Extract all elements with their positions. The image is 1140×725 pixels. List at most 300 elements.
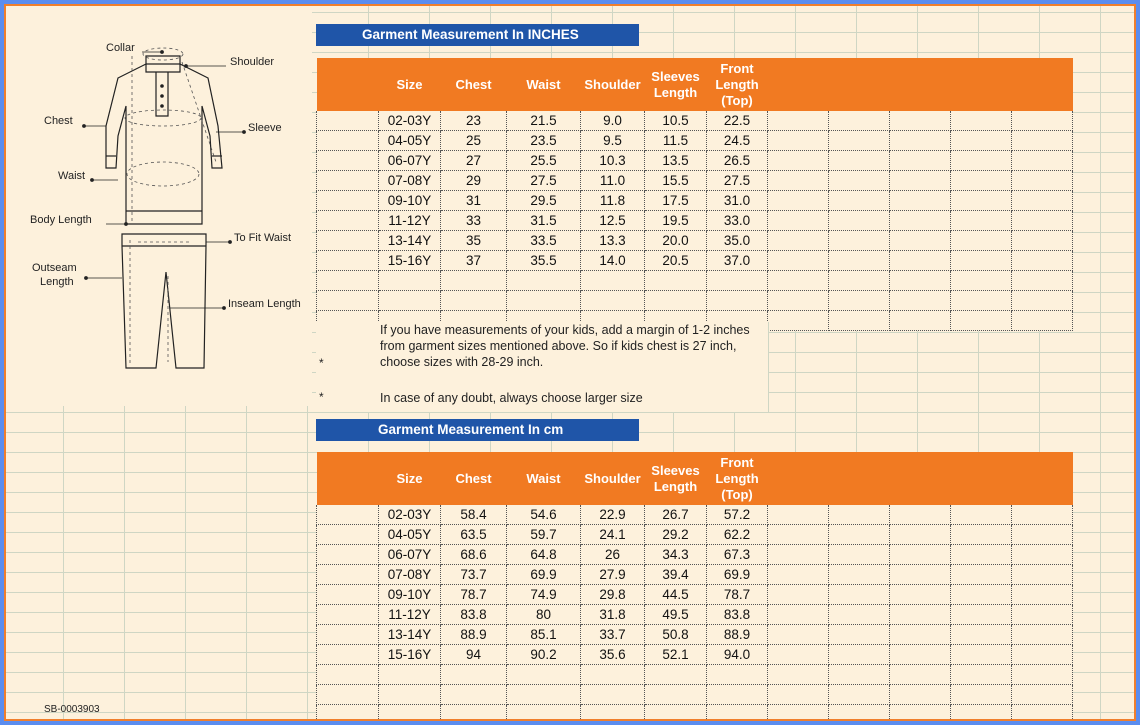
label-collar: Collar	[106, 42, 135, 54]
table-cell: 59.7	[507, 525, 581, 545]
empty-cell	[829, 565, 890, 585]
table-cell	[379, 665, 441, 685]
table-cell: 94	[441, 645, 507, 665]
empty-cell	[951, 291, 1012, 311]
row-spacer-cell	[317, 705, 379, 722]
empty-cell	[951, 131, 1012, 151]
table-cell: 15-16Y	[379, 645, 441, 665]
row-spacer-cell	[317, 151, 379, 171]
label-inseam-length: Inseam Length	[228, 298, 301, 310]
table-cell: 9.0	[581, 111, 645, 131]
table-cell: 13-14Y	[379, 231, 441, 251]
table-cell	[441, 705, 507, 722]
column-header: Shoulder	[581, 452, 645, 505]
table-cell: 50.8	[645, 625, 707, 645]
table-cell: 23	[441, 111, 507, 131]
table-cell: 10.3	[581, 151, 645, 171]
table-cell	[441, 665, 507, 685]
table-cell: 11.5	[645, 131, 707, 151]
row-spacer-cell	[317, 111, 379, 131]
empty-cell	[951, 271, 1012, 291]
empty-cell	[768, 131, 829, 151]
table-cell: 44.5	[645, 585, 707, 605]
table-cell: 11.0	[581, 171, 645, 191]
table-cell: 37	[441, 251, 507, 271]
empty-cell	[890, 585, 951, 605]
table-cell	[441, 291, 507, 311]
table-cell: 33.7	[581, 625, 645, 645]
empty-cell	[829, 171, 890, 191]
empty-cell	[829, 211, 890, 231]
table-row	[317, 685, 1073, 705]
empty-cell	[1012, 251, 1073, 271]
column-header: Shoulder	[581, 58, 645, 111]
table-cell: 12.5	[581, 211, 645, 231]
empty-cell	[951, 171, 1012, 191]
table-cell: 57.2	[707, 505, 768, 525]
empty-cell	[890, 605, 951, 625]
table-cell	[645, 665, 707, 685]
header-filler	[829, 452, 890, 505]
table-cell: 02-03Y	[379, 111, 441, 131]
empty-cell	[829, 685, 890, 705]
empty-cell	[890, 705, 951, 722]
empty-cell	[768, 705, 829, 722]
table-row	[317, 111, 1073, 131]
column-header: Sleeves Length	[645, 58, 707, 111]
label-sleeve: Sleeve	[248, 122, 282, 134]
table-cell: 88.9	[441, 625, 507, 645]
table-cell: 35.5	[507, 251, 581, 271]
table-cell: 74.9	[507, 585, 581, 605]
empty-cell	[890, 171, 951, 191]
table-cell	[645, 271, 707, 291]
table-header-row	[317, 452, 1073, 505]
table-cell: 04-05Y	[379, 525, 441, 545]
table-cell: 11-12Y	[379, 605, 441, 625]
table-cell: 33	[441, 211, 507, 231]
empty-cell	[951, 151, 1012, 171]
empty-cell	[951, 111, 1012, 131]
empty-cell	[951, 505, 1012, 525]
empty-cell	[951, 231, 1012, 251]
table-row	[317, 291, 1073, 311]
empty-cell	[890, 665, 951, 685]
empty-cell	[890, 111, 951, 131]
row-spacer-cell	[317, 545, 379, 565]
empty-cell	[1012, 685, 1073, 705]
row-spacer-cell	[317, 525, 379, 545]
table-cell	[379, 705, 441, 722]
table-cell: 64.8	[507, 545, 581, 565]
table-cell	[507, 665, 581, 685]
empty-cell	[1012, 111, 1073, 131]
table-cell: 80	[507, 605, 581, 625]
empty-cell	[1012, 131, 1073, 151]
table-cell	[707, 271, 768, 291]
empty-cell	[1012, 311, 1073, 331]
empty-cell	[768, 565, 829, 585]
table-cell: 11.8	[581, 191, 645, 211]
table-cell: 31	[441, 191, 507, 211]
empty-cell	[1012, 151, 1073, 171]
empty-cell	[951, 211, 1012, 231]
table-cell: 78.7	[441, 585, 507, 605]
table-cell: 69.9	[707, 565, 768, 585]
label-chest: Chest	[44, 115, 73, 127]
table-cell: 49.5	[645, 605, 707, 625]
empty-cell	[829, 545, 890, 565]
table-cell	[707, 665, 768, 685]
empty-cell	[1012, 545, 1073, 565]
table-row	[317, 665, 1073, 685]
label-body-length: Body Length	[30, 214, 92, 226]
table-cell	[707, 685, 768, 705]
garment-illustration-panel	[6, 6, 312, 406]
header-filler	[1012, 452, 1073, 505]
header-filler	[890, 452, 951, 505]
table-cell: 07-08Y	[379, 171, 441, 191]
empty-cell	[768, 111, 829, 131]
table-cell	[507, 705, 581, 722]
empty-cell	[890, 625, 951, 645]
table-cell	[379, 291, 441, 311]
table-cell: 29.5	[507, 191, 581, 211]
row-spacer-cell	[317, 191, 379, 211]
table-cell: 68.6	[441, 545, 507, 565]
table-row	[317, 191, 1073, 211]
column-header: Sleeves Length	[645, 452, 707, 505]
empty-cell	[1012, 211, 1073, 231]
table-cell: 06-07Y	[379, 151, 441, 171]
table-cell: 29.2	[645, 525, 707, 545]
row-spacer-cell	[317, 231, 379, 251]
table-cell	[441, 271, 507, 291]
header-spacer	[317, 58, 379, 111]
empty-cell	[829, 251, 890, 271]
empty-cell	[1012, 191, 1073, 211]
row-spacer-cell	[317, 605, 379, 625]
table-cell: 20.0	[645, 231, 707, 251]
label-outseam: Outseam	[32, 262, 77, 274]
table-cell: 27.5	[707, 171, 768, 191]
table-cell: 52.1	[645, 645, 707, 665]
table-cell: 22.5	[707, 111, 768, 131]
table-cell	[645, 291, 707, 311]
empty-cell	[1012, 291, 1073, 311]
column-header: Chest	[441, 452, 507, 505]
empty-cell	[951, 585, 1012, 605]
empty-cell	[768, 251, 829, 271]
empty-cell	[951, 625, 1012, 645]
table-cell: 35.6	[581, 645, 645, 665]
table-cell: 23.5	[507, 131, 581, 151]
empty-cell	[829, 271, 890, 291]
table-cell: 26	[581, 545, 645, 565]
product-code: SB-0003903	[44, 704, 100, 715]
table-cell	[645, 685, 707, 705]
empty-cell	[951, 665, 1012, 685]
cm-measurement-table	[316, 452, 1073, 721]
table-cell	[707, 705, 768, 722]
empty-cell	[890, 311, 951, 331]
table-cell: 34.3	[645, 545, 707, 565]
table-row	[317, 505, 1073, 525]
table-cell	[379, 685, 441, 705]
empty-cell	[829, 191, 890, 211]
empty-cell	[890, 525, 951, 545]
table-cell: 04-05Y	[379, 131, 441, 151]
empty-cell	[951, 191, 1012, 211]
empty-cell	[890, 545, 951, 565]
empty-cell	[890, 685, 951, 705]
table-cell: 63.5	[441, 525, 507, 545]
empty-cell	[1012, 645, 1073, 665]
label-outseam-length: Length	[40, 276, 74, 288]
column-header: Waist	[507, 452, 581, 505]
table-cell	[581, 705, 645, 722]
table-cell: 94.0	[707, 645, 768, 665]
header-filler	[890, 58, 951, 111]
empty-cell	[768, 685, 829, 705]
table-cell: 13-14Y	[379, 625, 441, 645]
empty-cell	[890, 565, 951, 585]
row-spacer-cell	[317, 505, 379, 525]
header-spacer	[317, 452, 379, 505]
table-row	[317, 605, 1073, 625]
table-cell	[441, 685, 507, 705]
empty-cell	[768, 625, 829, 645]
row-spacer-cell	[317, 171, 379, 191]
empty-cell	[829, 585, 890, 605]
table-cell: 31.8	[581, 605, 645, 625]
empty-cell	[829, 665, 890, 685]
table-row	[317, 565, 1073, 585]
column-header: Waist	[507, 58, 581, 111]
empty-cell	[829, 505, 890, 525]
table-cell: 02-03Y	[379, 505, 441, 525]
table-cell: 54.6	[507, 505, 581, 525]
table-cell: 22.9	[581, 505, 645, 525]
table-cell: 58.4	[441, 505, 507, 525]
table-cell: 31.0	[707, 191, 768, 211]
table-cell: 24.1	[581, 525, 645, 545]
label-shoulder: Shoulder	[230, 56, 275, 68]
table-cell: 25	[441, 131, 507, 151]
column-header: Size	[379, 452, 441, 505]
table-cell: 27	[441, 151, 507, 171]
empty-cell	[890, 131, 951, 151]
table-cell	[507, 291, 581, 311]
table-cell: 67.3	[707, 545, 768, 565]
empty-cell	[1012, 705, 1073, 722]
empty-cell	[768, 525, 829, 545]
row-spacer-cell	[317, 271, 379, 291]
empty-cell	[890, 291, 951, 311]
table-cell: 26.5	[707, 151, 768, 171]
table-cell	[581, 685, 645, 705]
empty-cell	[951, 251, 1012, 271]
empty-cell	[951, 685, 1012, 705]
table-cell: 33.5	[507, 231, 581, 251]
empty-cell	[890, 231, 951, 251]
table-cell: 07-08Y	[379, 565, 441, 585]
table-cell	[645, 705, 707, 722]
empty-cell	[768, 171, 829, 191]
table-cell: 19.5	[645, 211, 707, 231]
row-spacer-cell	[317, 645, 379, 665]
table-cell: 39.4	[645, 565, 707, 585]
table-cell: 27.5	[507, 171, 581, 191]
empty-cell	[829, 231, 890, 251]
table-cell: 62.2	[707, 525, 768, 545]
table-cell	[379, 271, 441, 291]
row-spacer-cell	[317, 665, 379, 685]
empty-cell	[1012, 565, 1073, 585]
table-row	[317, 705, 1073, 722]
empty-cell	[829, 291, 890, 311]
table-header-row	[317, 58, 1073, 111]
empty-cell	[951, 311, 1012, 331]
table-cell: 90.2	[507, 645, 581, 665]
table-cell	[581, 291, 645, 311]
empty-cell	[768, 231, 829, 251]
empty-cell	[890, 505, 951, 525]
table-cell: 13.3	[581, 231, 645, 251]
empty-cell	[768, 665, 829, 685]
empty-cell	[1012, 505, 1073, 525]
table-row	[317, 131, 1073, 151]
empty-cell	[829, 625, 890, 645]
table-cell: 15-16Y	[379, 251, 441, 271]
empty-cell	[768, 191, 829, 211]
row-spacer-cell	[317, 685, 379, 705]
table-cell: 31.5	[507, 211, 581, 231]
table-cell: 83.8	[441, 605, 507, 625]
header-filler	[951, 58, 1012, 111]
table-cell: 37.0	[707, 251, 768, 271]
table-cell: 25.5	[507, 151, 581, 171]
inches-measurement-table	[316, 58, 1073, 331]
empty-cell	[768, 151, 829, 171]
note-1: If you have measurements of your kids, add a margin of 1-2 inches from garment sizes mentioned above. So if kids chest is 27 inch, choose sizes with 28-29 inch.	[380, 323, 750, 369]
table-row	[317, 211, 1073, 231]
column-header: Front Length (Top)	[707, 452, 768, 505]
header-filler	[768, 452, 829, 505]
row-spacer-cell	[317, 625, 379, 645]
empty-cell	[890, 151, 951, 171]
empty-cell	[1012, 585, 1073, 605]
empty-cell	[829, 525, 890, 545]
table-cell: 14.0	[581, 251, 645, 271]
empty-cell	[829, 151, 890, 171]
table-cell	[507, 271, 581, 291]
table-cell: 09-10Y	[379, 191, 441, 211]
empty-cell	[890, 251, 951, 271]
header-filler	[1012, 58, 1073, 111]
empty-cell	[951, 645, 1012, 665]
table-row	[317, 525, 1073, 545]
table-cell: 85.1	[507, 625, 581, 645]
empty-cell	[768, 545, 829, 565]
empty-cell	[768, 505, 829, 525]
empty-cell	[768, 605, 829, 625]
empty-cell	[829, 311, 890, 331]
header-filler	[829, 58, 890, 111]
empty-cell	[951, 565, 1012, 585]
table-cell: 17.5	[645, 191, 707, 211]
empty-cell	[1012, 231, 1073, 251]
table-row	[317, 625, 1073, 645]
empty-cell	[768, 211, 829, 231]
empty-cell	[890, 211, 951, 231]
table-cell: 35.0	[707, 231, 768, 251]
note-2-bullet: *	[319, 390, 324, 404]
table-row	[317, 231, 1073, 251]
table-cell: 26.7	[645, 505, 707, 525]
table-cell: 73.7	[441, 565, 507, 585]
empty-cell	[829, 705, 890, 722]
table-cell: 83.8	[707, 605, 768, 625]
table-cell: 06-07Y	[379, 545, 441, 565]
empty-cell	[890, 271, 951, 291]
empty-cell	[829, 111, 890, 131]
column-header: Front Length (Top)	[707, 58, 768, 111]
empty-cell	[890, 645, 951, 665]
cm-table-title: Garment Measurement In cm	[316, 419, 639, 441]
table-cell: 24.5	[707, 131, 768, 151]
table-cell: 09-10Y	[379, 585, 441, 605]
table-row	[317, 645, 1073, 665]
empty-cell	[951, 545, 1012, 565]
empty-cell	[1012, 605, 1073, 625]
table-cell: 10.5	[645, 111, 707, 131]
table-cell: 29.8	[581, 585, 645, 605]
table-cell: 88.9	[707, 625, 768, 645]
empty-cell	[1012, 171, 1073, 191]
table-cell: 69.9	[507, 565, 581, 585]
empty-cell	[768, 645, 829, 665]
table-cell: 9.5	[581, 131, 645, 151]
table-row	[317, 585, 1073, 605]
empty-cell	[890, 191, 951, 211]
table-cell: 15.5	[645, 171, 707, 191]
row-spacer-cell	[317, 251, 379, 271]
header-filler	[768, 58, 829, 111]
note-1-bullet: *	[319, 356, 324, 370]
inches-table-title: Garment Measurement In INCHES	[316, 24, 639, 46]
empty-cell	[768, 291, 829, 311]
table-row	[317, 251, 1073, 271]
empty-cell	[829, 605, 890, 625]
empty-cell	[829, 131, 890, 151]
empty-cell	[768, 271, 829, 291]
table-cell: 33.0	[707, 211, 768, 231]
table-cell: 35	[441, 231, 507, 251]
column-header: Size	[379, 58, 441, 111]
table-cell: 21.5	[507, 111, 581, 131]
note-2: In case of any doubt, always choose larger size	[380, 391, 643, 405]
empty-cell	[951, 525, 1012, 545]
header-filler	[951, 452, 1012, 505]
row-spacer-cell	[317, 211, 379, 231]
empty-cell	[1012, 665, 1073, 685]
table-cell	[707, 291, 768, 311]
empty-cell	[951, 705, 1012, 722]
row-spacer-cell	[317, 131, 379, 151]
row-spacer-cell	[317, 291, 379, 311]
empty-cell	[829, 645, 890, 665]
